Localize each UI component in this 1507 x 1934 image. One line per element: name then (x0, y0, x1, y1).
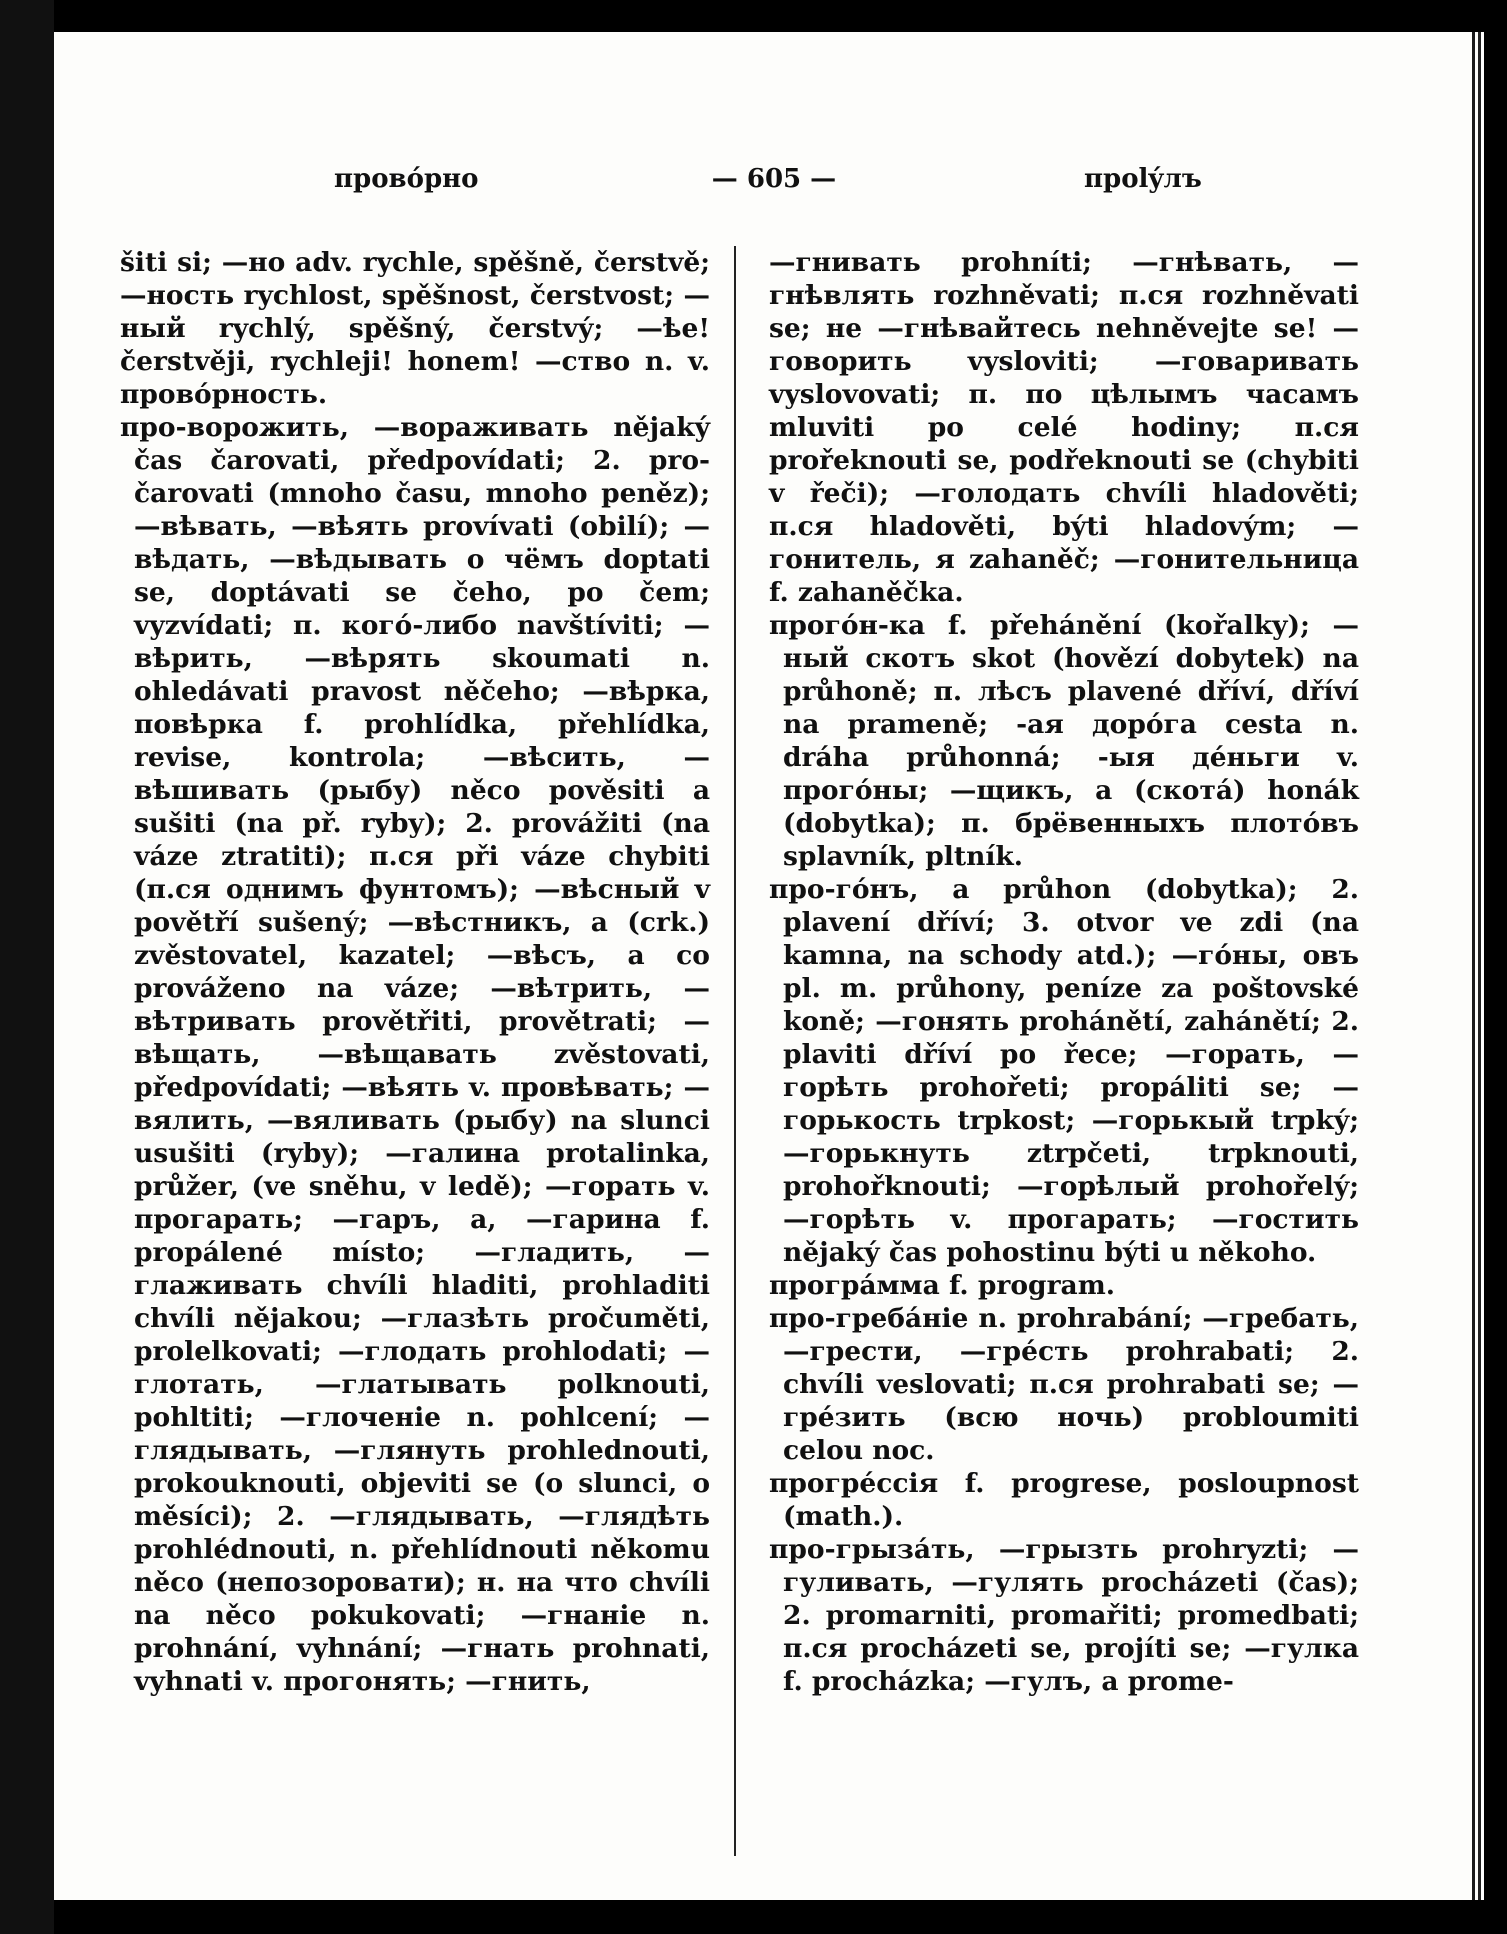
entry: прогрéссія f. progrese, posloupnost (math.). (769, 1468, 1359, 1532)
page-number: — 605 — (711, 164, 837, 194)
column-divider (734, 246, 736, 1856)
left-column (120, 246, 710, 1698)
entry: про-грызáть, —грызть prohryzti; —гуливать, —гулять procházeti (čas); 2. promarniti, promařiti; promedbati; п.ся procházeti se, projíti se; —гулка f. procházka; —гулъ, а prome- (769, 1534, 1359, 1697)
left-headword: провóрно (334, 164, 479, 194)
entry: про-гóнъ, а průhon (dobytka); 2. plavení dříví; 3. otvor ve zdi (na kamna, na schody atd.); —гóны, овъ pl. m. průhony, peníze za poštovské koně; —гонять prohánětí, zahánětí; 2. plaviti dříví po řece; —горать, —горѣть prohořeti; propáliti se; —горькость trpkost; —горькый trpký; —горькнуть ztrpčeti, trpknouti, prohořknouti; —горѣлый prohořelý; —горѣть v. прогарать; —гостить nějaký čas pohostinu býti u někoho. (769, 874, 1359, 1268)
previous-page-edge (0, 0, 54, 1934)
entry-continuation: —гнивать prohníti; —гнѣвать, —гнѣвлять rozhněvati; п.ся rozhněvati se; не —гнѣвайтесь nehněvejte se! —говорить vysloviti; —говаривать vyslovovati; п. по цѣлымъ часамъ mluviti po celé hodiny; п.ся prořeknouti se, podřeknouti se (chybiti v řeči); —голодать chvíli hladověti; п.ся hladověti, býti hladovým; —гонитель, я zahaněč; —гонительница f. zahaněčka. (769, 247, 1359, 608)
entry: прогóн-ка f. přehánění (kořalky); —ный скотъ skot (hovězí dobytek) na průhoně; п. лѣсъ plavené dříví, dříví na prameně; -ая дорóга cesta n. dráha průhonná; -ыя дéньги v. прогóны; —щикъ, а (скотá) honák (dobytka); п. брёвенныхъ плотóвъ splavník, pltník. (769, 610, 1359, 872)
entry: про-ворожить, —вораживать nějaký čas čarovati, předpovídati; 2. pro-čarovati (mnoho času, mnoho peněz); —вѣвать, —вѣять provívati (obilí); —вѣдать, —вѣдывать о чёмъ doptati se, doptávati se čeho, po čem; vyzvídati; п. когó-либо navštíviti; —вѣрить, —вѣрять skoumati n. ohledávati pravost něčeho; —вѣрка, повѣрка f. prohlídka, přehlídka, revise, kontrola; —вѣсить, —вѣшивать (рыбу) něco pověsiti a sušiti (na př. ryby); 2. provážiti (na váze ztratiti); п.ся při váze chybiti (п.ся однимъ фунтомъ); —вѣсный v povětří sušený; —вѣстникъ, а (crk.) zvěstovatel, kazatel; —вѣсъ, а co prováženo na váze; —вѣтрить, —вѣтривать provětřiti, provětrati; —вѣщать, —вѣщавать zvěstovati, předpovídati; —вѣять v. провѣвать; —вялить, —вяливать (рыбу) na slunci usušiti (ryby); —галина protalinka, průžer, (ve sněhu, v ledě); —горать v. прогарать; —гаръ, а, —гарина f. propálené místo; —гладить, —глаживать chvíli hladiti, prohladiti chvíli nějakou; —глазѣть pročuměti, prolelkovati; —глодать prohlodati; —глотать, —глатывать polknouti, pohltiti; —глоченіе n. pohlcení; —глядывать, —глянуть prohlednouti, prokouknouti, objeviti se (o slunci, o měsíci); 2. —глядывать, —глядѣть prohlédnouti, n. přehlídnouti někomu něco (непозоровати); н. на что chvíli na něco pokukovati; —гнаніе n. prohnání, vyhnání; —гнать prohnati, vyhnati v. прогонять; —гнить, (120, 412, 710, 1697)
entry-continuation: šiti si; —но adv. rychle, spěšně, čerstvě; —ность rychlost, spěšnost, čerstvost; —ный rychlý, spěšný, čerstvý; —ѣе! čerstvěji, rychleji! honem! —ство n. v. провóрность. (120, 247, 710, 410)
right-column (769, 246, 1359, 1698)
page-header (54, 164, 1492, 204)
page-binding-edge (1472, 32, 1507, 1900)
entry: про-гребáніе n. prohrabání; —гребать, —грести, —грéсть prohrabati; 2. chvíli veslovati; п.ся prohrabati se; —грéзить (всю ночь) probloumiti celou noc. (769, 1303, 1359, 1466)
dictionary-page (54, 32, 1492, 1900)
right-headword: проlýлъ (1084, 164, 1202, 194)
entry: прогрáмма f. program. (769, 1270, 1115, 1301)
